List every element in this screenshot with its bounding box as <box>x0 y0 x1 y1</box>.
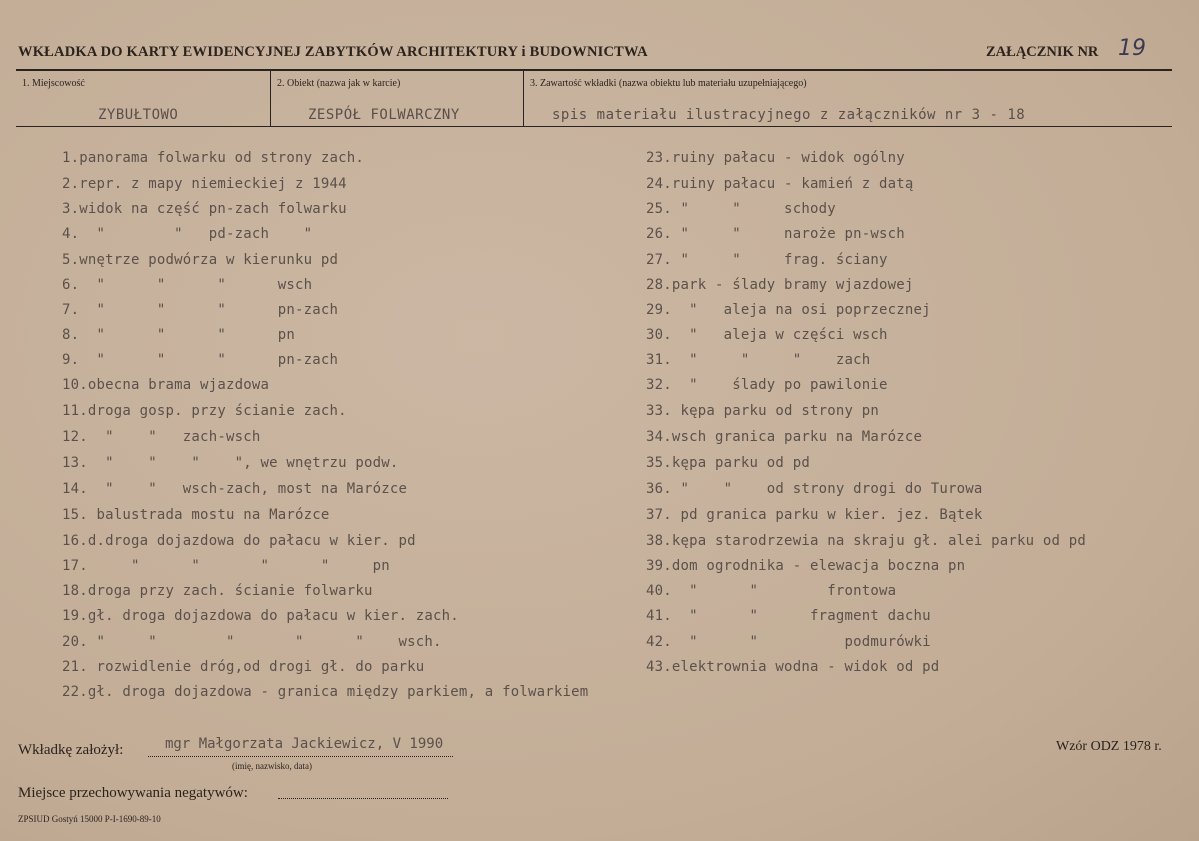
list-item: 5.wnętrze podwórza w kierunku pd <box>62 252 339 268</box>
list-item: 33. kępa parku od strony pn <box>646 403 879 419</box>
list-item: 9. " " " pn-zach <box>62 352 339 368</box>
list-item: 8. " " " pn <box>62 327 295 343</box>
list-item: 35.kępa parku od pd <box>646 455 810 471</box>
list-item: 25. " " schody <box>646 201 836 217</box>
negatives-label: Miejsce przechowywania negatywów: <box>18 785 248 801</box>
list-item: 20. " " " " " wsch. <box>62 634 442 650</box>
list-item: 11.droga gosp. przy ścianie zach. <box>62 403 347 419</box>
list-item: 32. " ślady po pawilonie <box>646 377 888 393</box>
list-item: 39.dom ogrodnika - elewacja boczna pn <box>646 558 966 574</box>
list-item: 21. rozwidlenie dróg,od drogi gł. do parku <box>62 659 425 675</box>
list-item: 16.d.droga dojazdowa do pałacu w kier. pd <box>62 533 416 549</box>
list-item: 19.gł. droga dojazdowa do pałacu w kier. zach. <box>62 608 459 624</box>
list-item: 13. " " " ", we wnętrzu podw. <box>62 455 399 471</box>
list-item: 12. " " zach-wsch <box>62 429 261 445</box>
list-item: 23.ruiny pałacu - widok ogólny <box>646 150 905 166</box>
list-item: 22.gł. droga dojazdowa - granica między parkiem, a folwarkiem <box>62 684 589 700</box>
author-line <box>148 756 453 757</box>
list-item: 17. " " " " pn <box>62 558 390 574</box>
list-item: 28.park - ślady bramy wjazdowej <box>646 277 914 293</box>
list-item: 24.ruiny pałacu - kamień z datą <box>646 176 914 192</box>
list-item: 43.elektrownia wodna - widok od pd <box>646 659 940 675</box>
list-item: 38.kępa starodrzewia na skraju gł. alei parku od pd <box>646 533 1087 549</box>
list-item: 4. " " pd-zach " <box>62 226 313 242</box>
list-item: 1.panorama folwarku od strony zach. <box>62 150 365 166</box>
list-item: 36. " " od strony drogi do Turowa <box>646 481 983 497</box>
object-value: ZESPÓŁ FOLWARCZNY <box>308 107 460 123</box>
list-item: 10.obecna brama wjazdowa <box>62 377 270 393</box>
list-item: 3.widok na część pn-zach folwarku <box>62 201 347 217</box>
list-item: 18.droga przy zach. ścianie folwarku <box>62 583 373 599</box>
list-item: 6. " " " wsch <box>62 277 313 293</box>
place-value: ZYBUŁTOWO <box>98 107 179 123</box>
author-hint: (imię, nazwisko, data) <box>232 761 312 771</box>
list-item: 41. " " fragment dachu <box>646 608 931 624</box>
place-label: 1. Miejscowość <box>22 78 85 89</box>
list-item: 26. " " naroże pn-wsch <box>646 226 905 242</box>
card-title: WKŁADKA DO KARTY EWIDENCYJNEJ ZABYTKÓW ARCHITEKTURY i BUDOWNICTWA <box>18 44 648 60</box>
list-item: 27. " " frag. ściany <box>646 252 888 268</box>
list-item: 40. " " frontowa <box>646 583 897 599</box>
list-item: 37. pd granica parku w kier. jez. Bątek <box>646 507 983 523</box>
list-item: 14. " " wsch-zach, most na Marózce <box>62 481 408 497</box>
list-item: 30. " aleja w części wsch <box>646 327 888 343</box>
list-item: 15. balustrada mostu na Marózce <box>62 507 330 523</box>
header-rule <box>16 69 1172 71</box>
list-item: 34.wsch granica parku na Marózce <box>646 429 923 445</box>
list-item: 42. " " podmurówki <box>646 634 931 650</box>
list-item: 2.repr. z mapy niemieckiej z 1944 <box>62 176 347 192</box>
field-divider-1 <box>270 71 271 126</box>
author-value: mgr Małgorzata Jackiewicz, V 1990 <box>165 736 444 752</box>
printer-imprint: ZPSIUD Gostyń 15000 P-I-1690-89-10 <box>18 814 161 824</box>
list-item: 7. " " " pn-zach <box>62 302 339 318</box>
field-divider-2 <box>523 71 524 126</box>
form-model: Wzór ODZ 1978 r. <box>1056 739 1162 754</box>
object-label: 2. Obiekt (nazwa jak w karcie) <box>277 78 401 89</box>
content-value: spis materiału ilustracyjnego z załączników nr 3 - 18 <box>552 107 1026 123</box>
attachment-number: 19 <box>1118 36 1146 61</box>
list-item: 29. " aleja na osi poprzecznej <box>646 302 931 318</box>
content-label: 3. Zawartość wkładki (nazwa obiektu lub materiału uzupełniającego) <box>530 78 807 89</box>
negatives-line <box>278 798 448 799</box>
author-label: Wkładkę założył: <box>18 742 124 758</box>
attachment-label: ZAŁĄCZNIK NR <box>986 44 1099 60</box>
list-item: 31. " " " zach <box>646 352 871 368</box>
fields-rule <box>16 126 1172 127</box>
